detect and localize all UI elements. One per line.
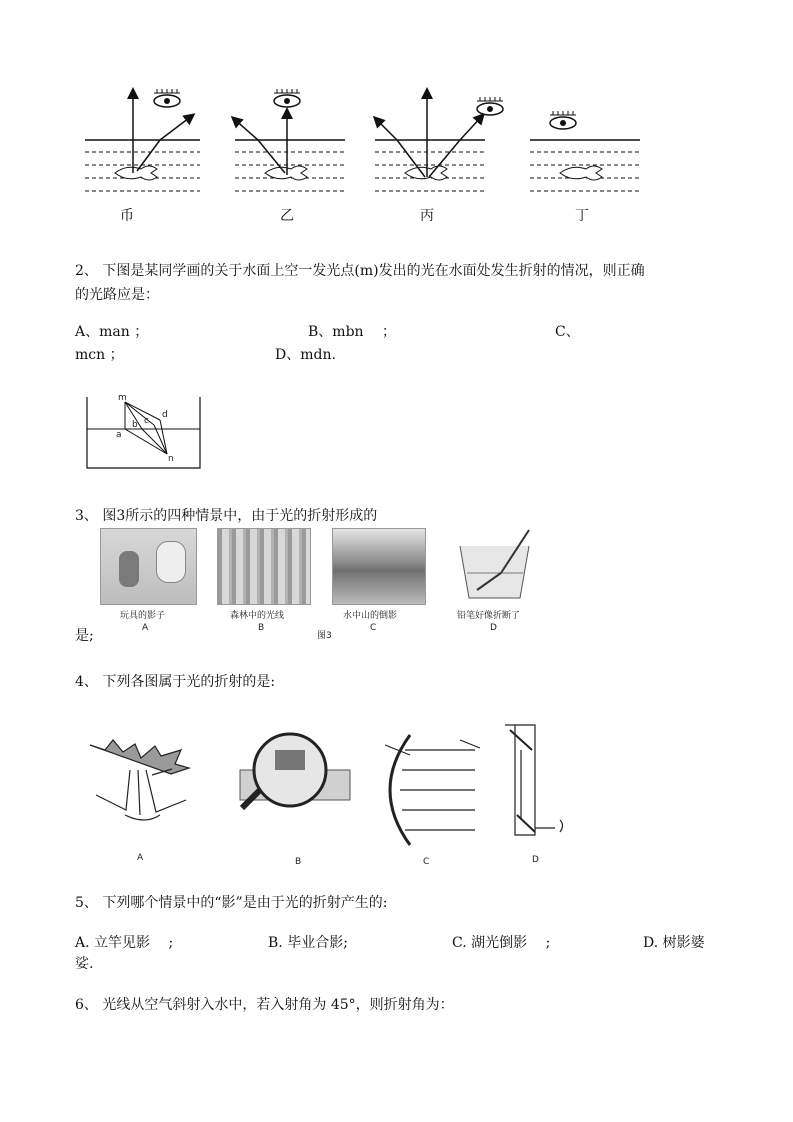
panel-ding: [530, 111, 640, 191]
q2-stem-line2: 的光路应是：: [75, 287, 159, 303]
q5-stem-text: 下列哪个情景中的“影”是由于光的折射产生的:: [102, 895, 388, 911]
q5-option-a: A. 立竿见影 ;: [75, 935, 174, 951]
q2-option-c-label: C、: [555, 324, 580, 340]
q4-letter-d: D: [532, 855, 539, 865]
label-ding: 丁: [575, 208, 589, 224]
q4-figure-c: [385, 735, 480, 845]
q3-stem-text: 图3所示的四种情景中，由于光的折射形成的: [102, 508, 378, 524]
q3-letter-b: B: [258, 623, 265, 633]
q6-stem: [75, 995, 454, 1015]
q2-option-c-text: mcn ；: [75, 347, 124, 363]
q4-figure-d: [505, 725, 563, 835]
q3-letter-a: A: [142, 623, 149, 633]
label-jia: 币: [120, 208, 134, 224]
q5-number: 5、: [75, 895, 98, 911]
q3-figure-caption: 图3: [317, 631, 332, 641]
q3-letter-d: D: [490, 623, 497, 633]
q2-point-b: b: [132, 420, 138, 430]
q2-point-d: d: [162, 410, 168, 420]
panel-jia: [85, 89, 200, 191]
q2-option-a: A、man ；: [75, 324, 149, 340]
q2-number: 2、: [75, 263, 98, 279]
q3-photo-b: [217, 528, 311, 605]
q2-point-c: c: [144, 416, 149, 426]
q4-stem-text: 下列各图属于光的折射的是:: [102, 674, 276, 690]
q6-number: 6、: [75, 997, 98, 1013]
q2-figure-svg: [82, 392, 207, 472]
q4-figure-row: [80, 720, 580, 870]
q2-option-b: B、mbn ；: [308, 324, 396, 340]
q3-stem: [75, 506, 377, 526]
q3-letter-c: C: [370, 623, 377, 633]
q5-stem: [75, 893, 387, 913]
q6-stem-text: 光线从空气斜射入水中，若入射角为 45°，则折射角为：: [102, 997, 454, 1013]
q3-tail: 是;: [75, 628, 94, 644]
q2-point-a: a: [116, 430, 122, 440]
q3-caption-b: 森林中的光线: [230, 611, 285, 621]
q2-point-m: m: [118, 393, 127, 403]
q4-figure-a: [90, 740, 189, 820]
q3-caption-a: 玩具的影子: [120, 611, 166, 621]
q5-option-d-cont: 娑.: [75, 956, 94, 972]
q4-stem: [75, 672, 275, 692]
q4-letter-b: B: [295, 857, 302, 867]
q3-photo-a: [100, 528, 197, 605]
panel-bing: [375, 90, 503, 191]
q2-point-n: n: [168, 454, 174, 464]
q2-stem-line1: [75, 261, 645, 281]
q5-option-c: C. 湖光倒影 ;: [452, 935, 551, 951]
label-yi: 乙: [280, 208, 294, 224]
q4-figure-b: [240, 734, 350, 808]
q3-photo-d: [457, 528, 532, 603]
q3-caption-c: 水中山的倒影: [343, 611, 398, 621]
q3-photo-row: [95, 528, 545, 641]
q5-option-b: B. 毕业合影;: [268, 935, 348, 951]
q4-number: 4、: [75, 674, 98, 690]
q4-figures-svg: [80, 720, 580, 870]
q4-letter-c: C: [423, 857, 430, 867]
q1-figure: [75, 85, 655, 230]
q4-letter-a: A: [137, 853, 144, 863]
label-bing: 丙: [420, 208, 434, 224]
q2-stem-text: 下图是某同学画的关于水面上空一发光点(m)发出的光在水面处发生折射的情况，则正确: [102, 263, 645, 279]
q1-diagrams-svg: [75, 85, 655, 230]
q3-photo-c: [332, 528, 426, 605]
q3-caption-d: 铅笔好像折断了: [457, 611, 521, 621]
panel-yi: [233, 89, 345, 191]
q3-number: 3、: [75, 508, 98, 524]
q5-option-d: D. 树影婆: [643, 935, 705, 951]
q2-option-d: D、mdn.: [275, 347, 336, 363]
q2-figure: [82, 392, 207, 472]
